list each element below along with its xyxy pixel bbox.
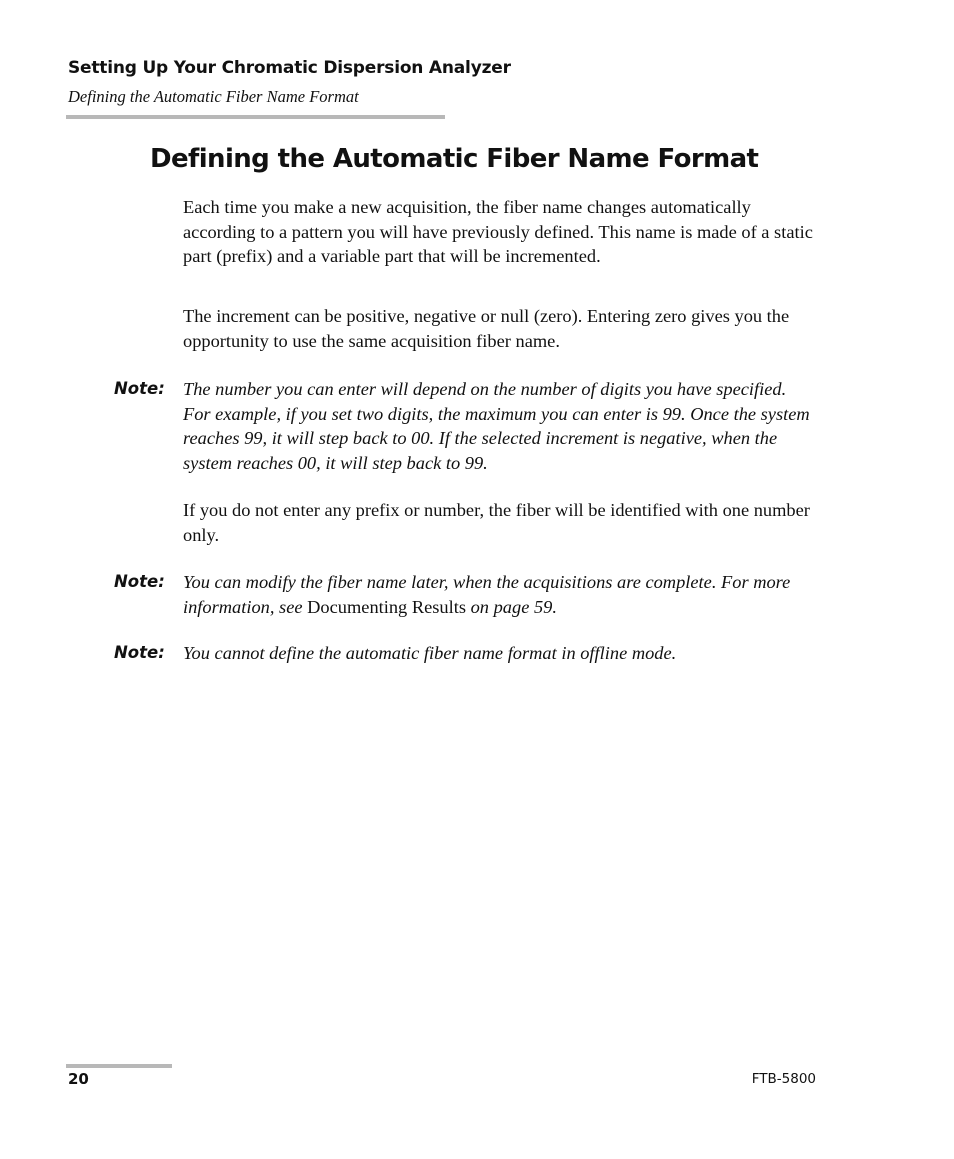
chapter-title: Setting Up Your Chromatic Dispersion Analyzer — [68, 58, 511, 78]
documenting-results-link[interactable]: Documenting Results — [307, 596, 467, 617]
note-label: Note: — [114, 572, 165, 591]
page-number: 20 — [68, 1070, 89, 1088]
body-paragraph-2: The increment can be positive, negative or null (zero). Entering zero gives you the opportunity to use the same acquisition fiber name. — [183, 306, 790, 351]
note-label: Note: — [114, 379, 165, 398]
note-text: You cannot define the automatic fiber name format in offline mode. — [183, 643, 677, 663]
note-text — [183, 570, 823, 619]
body-paragraph-1: Each time you make a new acquisition, the fiber name changes automatically according to a pattern you will have previously defined. This name is made of a static part (prefix) and a variable part that will be incremented. — [183, 197, 813, 266]
note-text-after: on page 59. — [466, 596, 557, 617]
section-title: Defining the Automatic Fiber Name Format — [68, 87, 359, 106]
note-text-before: You can modify the fiber name later, when the acquisitions are complete. For more information, see — [183, 572, 791, 617]
body-paragraph-3: If you do not enter any prefix or number, the fiber will be identified with one number only. — [183, 500, 810, 545]
footer-divider — [66, 1064, 172, 1068]
page-title: Defining the Automatic Fiber Name Format — [150, 144, 759, 174]
note-text: The number you can enter will depend on the number of digits you have specified. For example, if you set two digits, the maximum you can enter is 99. Once the system reaches 99, it will step back to 00. If the selected increment is negative, when the system reaches 00, it will step back to 99. — [183, 379, 810, 473]
product-model: FTB-5800 — [751, 1071, 816, 1087]
note-label: Note: — [114, 643, 165, 662]
header-divider — [66, 115, 445, 119]
